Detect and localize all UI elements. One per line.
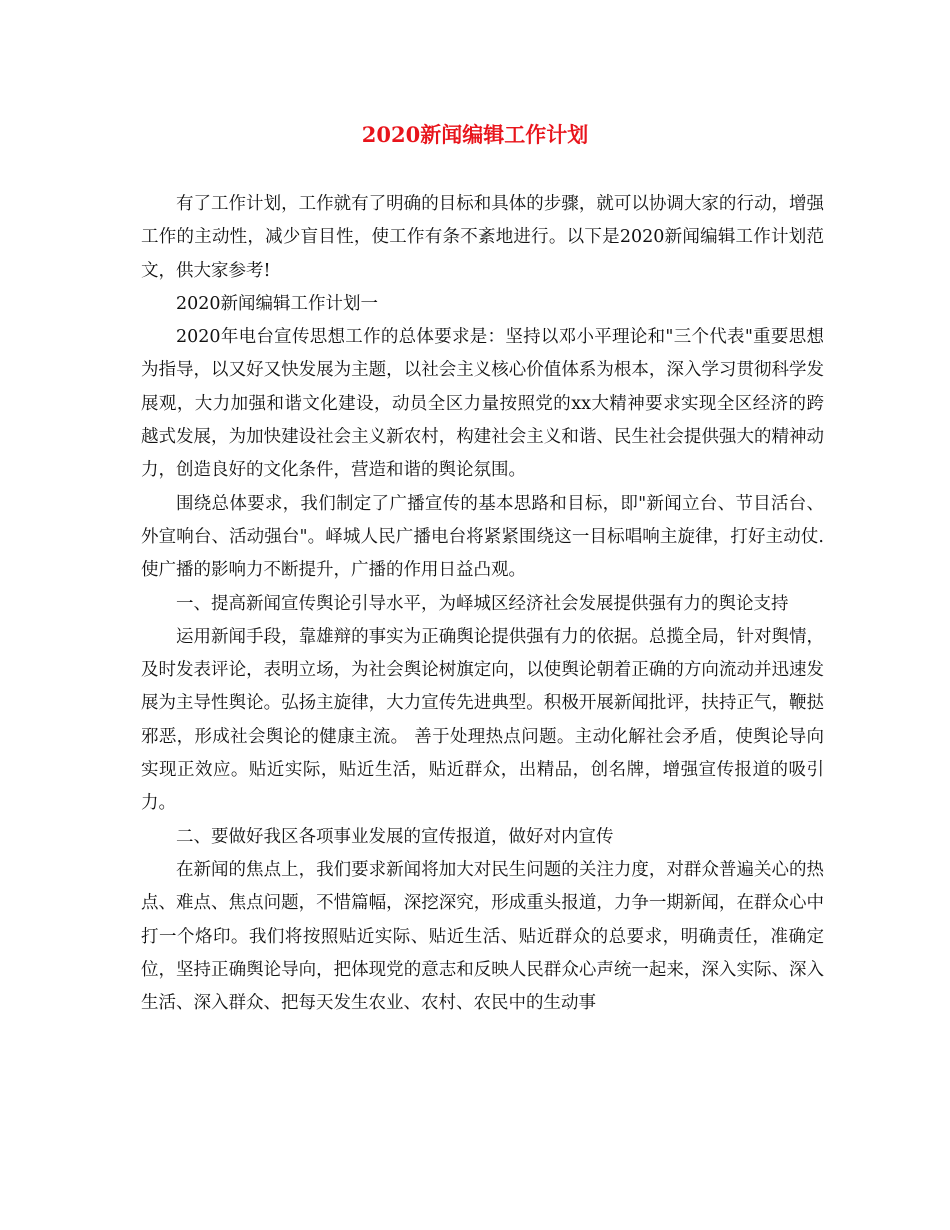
section-heading-1: 一、提高新闻宣传舆论引导水平，为峄城区经济社会发展提供强有力的舆论支持: [176, 593, 789, 614]
document-title: 2020新闻编辑工作计划: [361, 122, 589, 147]
section-heading-2: 二、要做好我区各项事业发展的宣传报道，做好对内宣传: [176, 826, 614, 847]
paragraph-intro: 有了工作计划，工作就有了明确的目标和具体的步骤，就可以协调大家的行动，增强工作的主动性，减少盲目性，使工作有条不紊地进行。以下是2020新闻编辑工作计划范文，供大家参考!: [141, 194, 824, 281]
document-body: [141, 188, 824, 1020]
paragraph-plan-heading: 2020新闻编辑工作计划一: [176, 293, 379, 314]
paragraph-general-requirements: 2020年电台宣传思想工作的总体要求是：坚持以邓小平理论和"三个代表"重要思想为指导，以又好又快发展为主题，以社会主义核心价值体系为根本，深入学习贯彻科学发展观，大力加强和谐文化建设，动员全区力量按照党的xx大精神要求实现全区经济的跨越式发展，为加快建设社会主义新农村，构建社会主义和谐、民生社会提供强大的精神动力，创造良好的文化条件，营造和谐的舆论氛围。: [141, 327, 824, 481]
paragraph-section-2: 在新闻的焦点上，我们要求新闻将加大对民生问题的关注力度，对群众普遍关心的热点、难点、焦点问题，不惜篇幅，深挖深究，形成重头报道，力争一期新闻，在群众心中打一个烙印。我们将按照贴近实际、贴近生活、贴近群众的总要求，明确责任，准确定位，坚持正确舆论导向，把体现党的意志和反映人民群众心声统一起来，深入实际、深入生活、深入群众、把每天发生农业、农村、农民中的生动事: [141, 859, 824, 1014]
paragraph-goals: 围绕总体要求，我们制定了广播宣传的基本思路和目标，即"新闻立台、节目活台、外宣响台、活动强台"。峄城人民广播电台将紧紧围绕这一目标唱响主旋律，打好主动仗.使广播的影响力不断提升，广播的作用日益凸观。: [141, 493, 824, 581]
paragraph-section-1: 运用新闻手段，靠雄辩的事实为正确舆论提供强有力的依据。总揽全局，针对舆情，及时发表评论，表明立场，为社会舆论树旗定向，以使舆论朝着正确的方向流动并迅速发展为主导性舆论。弘扬主旋律，大力宣传先进典型。积极开展新闻批评，扶持正气，鞭挞邪恶，形成社会舆论的健康主流。 善于处理热点问题。主动化解社会矛盾，使舆论导向实现正效应。贴近实际，贴近生活，贴近群众，出精品，创名牌，增强宣传报道的吸引力。: [141, 626, 824, 814]
